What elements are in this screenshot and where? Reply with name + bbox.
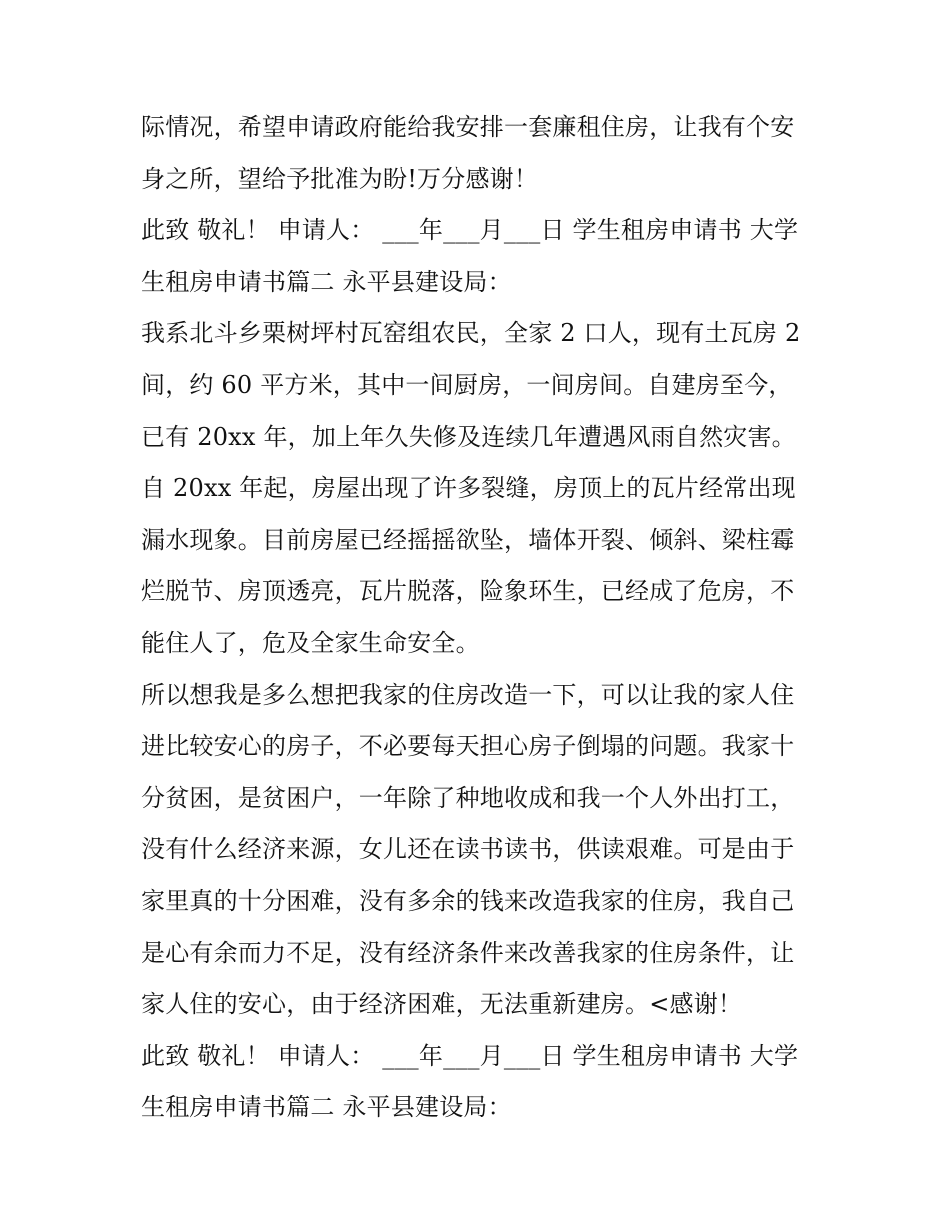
text-line: 已有 20xx 年，加上年久失修及连续几年遭遇风雨自然灾害。 [141, 422, 796, 451]
text-line: 家人住的安心，由于经济困难，无法重新建房。<感谢！ [141, 990, 743, 1019]
text-line: 漏水现象。目前房屋已经摇摇欲坠，墙体开裂、倾斜、梁柱霉 [141, 525, 795, 554]
text-line: 身之所，望给予批准为盼!万分感谢！ [141, 164, 539, 193]
text-line: 进比较安心的房子，不必要每天担心房子倒塌的问题。我家十 [141, 732, 795, 761]
text-line: 分贫困，是贫困户，一年除了种地收成和我一个人外出打工， [141, 783, 795, 812]
text-line: 此致 敬礼！ 申请人： ___年___月___日 学生租房申请书 大学 [141, 216, 799, 245]
text-line: 间，约 60 平方米，其中一间厨房，一间房间。自建房至今， [141, 370, 793, 399]
text-line: 能住人了，危及全家生命安全。 [141, 628, 480, 657]
text-line: 自 20xx 年起，房屋出现了许多裂缝，房顶上的瓦片经常出现 [141, 474, 796, 503]
text-line: 是心有余而力不足，没有经济条件来改善我家的住房条件，让 [141, 938, 795, 967]
text-line: 我系北斗乡栗树坪村瓦窑组农民，全家 2 口人，现有土瓦房 2 [141, 319, 801, 348]
text-line: 生租房申请书篇二 永平县建设局： [141, 1093, 512, 1122]
text-line: 所以想我是多么想把我家的住房改造一下，可以让我的家人住 [141, 680, 795, 709]
text-line: 际情况，希望申请政府能给我安排一套廉租住房，让我有个安 [141, 113, 795, 141]
text-line: 生租房申请书篇二 永平县建设局： [141, 267, 512, 296]
document-body [141, 102, 813, 1134]
text-line: 烂脱节、房顶透亮，瓦片脱落，险象环生，已经成了危房，不 [141, 577, 795, 606]
text-line: 没有什么经济来源，女儿还在读书读书，供读艰难。可是由于 [141, 835, 795, 864]
text-line: 家里真的十分困难，没有多余的钱来改造我家的住房，我自己 [141, 886, 795, 915]
text-line: 此致 敬礼！ 申请人： ___年___月___日 学生租房申请书 大学 [141, 1041, 799, 1070]
